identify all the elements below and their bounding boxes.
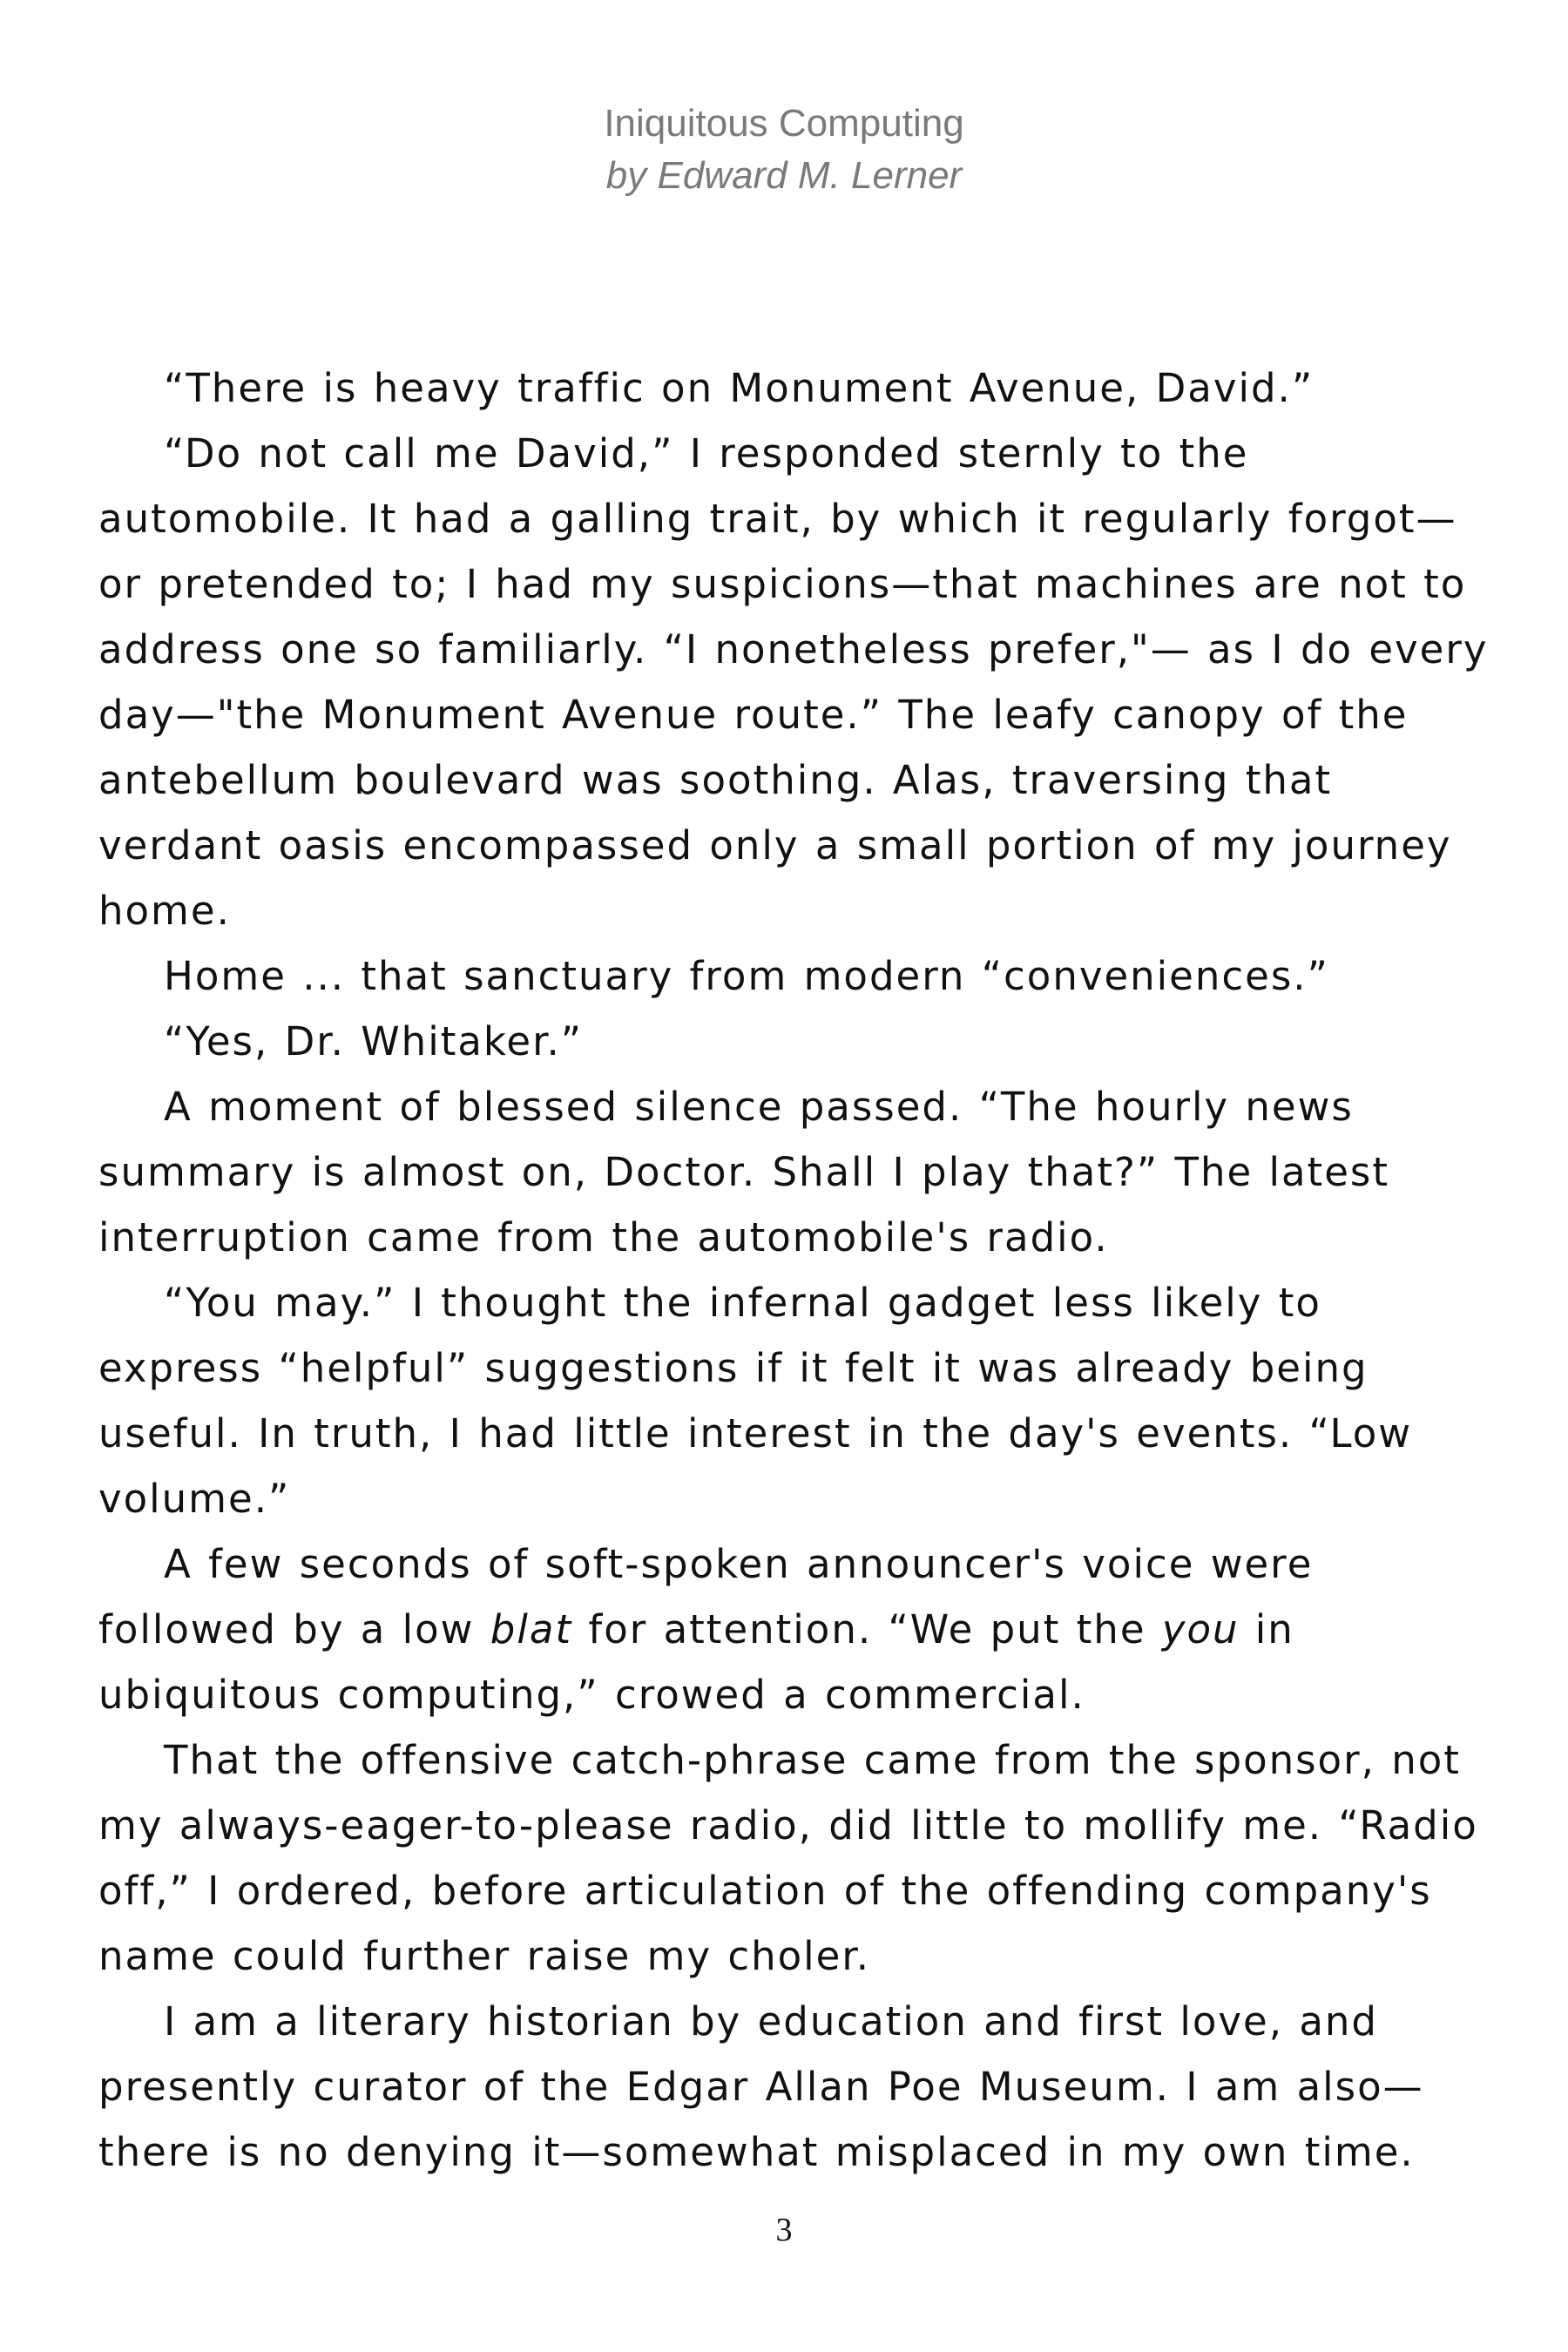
book-title: Iniquitous Computing: [604, 102, 964, 145]
italic-text-run: you: [1161, 1606, 1240, 1652]
text-run: “There is heavy traffic on Monument Avenue, David.”: [164, 365, 1315, 411]
page-number: 3: [775, 2212, 793, 2248]
book-author: by Edward M. Lerner: [605, 154, 963, 197]
italic-text-run: blat: [490, 1606, 573, 1652]
text-run: for attention. “We put the: [572, 1606, 1162, 1652]
text-run: That the offensive catch-phrase came from the sponsor, not my always-eager-to-please radio, did little to mollify me. “Radio off,” I ordered, before articulation of the offending company's name could further raise my choler.: [98, 1737, 1478, 1979]
text-run: A moment of blessed silence passed. “The hourly news summary is almost on, Doctor. Shall I play that?” The latest interruption came from the automobile's radio.: [98, 1084, 1389, 1260]
paragraph: [98, 1270, 1492, 1531]
paragraph: [98, 421, 1492, 943]
paragraph: [98, 943, 1492, 1009]
body-text: [98, 355, 1492, 2185]
paragraph: [98, 1989, 1492, 2185]
text-run: Home ... that sanctuary from modern “conveniences.”: [164, 953, 1329, 999]
paragraph: [98, 355, 1492, 421]
text-run: “You may.” I thought the infernal gadget less likely to express “helpful” suggestions if it felt it was already being useful. In truth, I had little interest in the day's events. “Low volume.”: [98, 1280, 1413, 1522]
text-run: I am a literary historian by education and first love, and presently curator of the Edgar Allan Poe Museum. I am also—there is no denying it—somewhat misplaced in my own time.: [98, 1998, 1424, 2175]
text-run: A few seconds of soft-spoken announcer's voice were followed by a low: [98, 1541, 1314, 1652]
text-run: “Do not call me David,” I responded sternly to the automobile. It had a galling trait, by which it regularly forgot—or pretended to; I had my suspicions—that machines are not to address one so familiarly. “I nonetheless prefer,"— as I do every day—"the Monument Avenue route.” The leafy canopy of the antebellum boulevard was soothing. Alas, traversing that verdant oasis encompassed only a small portion of my journey home.: [98, 430, 1489, 934]
paragraph: [98, 1531, 1492, 1727]
paragraph: [98, 1074, 1492, 1270]
text-run: “Yes, Dr. Whitaker.”: [164, 1018, 584, 1064]
paragraph: [98, 1009, 1492, 1074]
text-run: in ubiquitous computing,” crowed a commercial.: [98, 1606, 1294, 1718]
running-header: [0, 98, 1568, 202]
paragraph: [98, 1727, 1492, 1989]
